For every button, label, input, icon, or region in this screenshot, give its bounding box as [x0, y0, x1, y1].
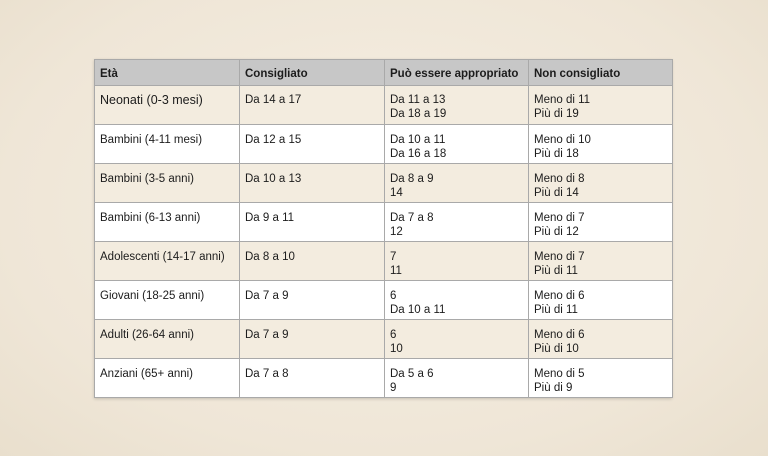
- may-be-appropriate-cell: [385, 320, 529, 359]
- not-recommended-value: Più di 9: [534, 382, 573, 394]
- may-be-appropriate-value: Da 5 a 6: [390, 368, 434, 380]
- not-recommended-value: Più di 19: [534, 108, 579, 120]
- not-recommended-cell: [529, 125, 673, 164]
- may-be-appropriate-value: 9: [390, 382, 397, 394]
- may-be-appropriate-value: Da 7 a 8: [390, 212, 434, 224]
- sleep-hours-table-container: [94, 59, 672, 398]
- table-row: [95, 164, 673, 203]
- not-recommended-value: Meno di 7: [534, 212, 585, 224]
- recommended-cell: [240, 281, 385, 320]
- not-recommended-value: Più di 11: [534, 265, 578, 277]
- age-label: Giovani (18-25 anni): [100, 290, 205, 302]
- may-be-appropriate-value: 6: [390, 290, 397, 302]
- recommended-value: Da 10 a 13: [245, 173, 302, 185]
- may-be-appropriate-value: 6: [390, 329, 397, 341]
- may-be-appropriate-value: Da 18 a 19: [390, 108, 447, 120]
- not-recommended-value: Meno di 11: [534, 94, 591, 106]
- age-label: Bambini (6-13 anni): [100, 212, 201, 224]
- recommended-cell: [240, 203, 385, 242]
- recommended-value: Da 14 a 17: [245, 94, 302, 106]
- not-recommended-cell: [529, 203, 673, 242]
- age-cell: [95, 242, 240, 281]
- not-recommended-value: Meno di 6: [534, 329, 585, 341]
- not-recommended-cell: [529, 164, 673, 203]
- table-row: [95, 281, 673, 320]
- not-recommended-value: Meno di 6: [534, 290, 585, 302]
- sleep-hours-table: [94, 59, 673, 398]
- not-recommended-cell: [529, 359, 673, 398]
- not-recommended-cell: [529, 242, 673, 281]
- age-label: Adolescenti (14-17 anni): [100, 251, 225, 263]
- age-label: Bambini (4-11 mesi): [100, 134, 203, 146]
- may-be-appropriate-value: 10: [390, 343, 403, 355]
- recommended-cell: [240, 86, 385, 125]
- not-recommended-value: Meno di 8: [534, 173, 585, 185]
- table-body: [95, 86, 673, 398]
- recommended-value: Da 12 a 15: [245, 134, 302, 146]
- header-row: [95, 60, 673, 86]
- may-be-appropriate-value: 12: [390, 226, 403, 238]
- age-cell: [95, 359, 240, 398]
- recommended-cell: [240, 359, 385, 398]
- age-cell: [95, 320, 240, 359]
- age-cell: [95, 164, 240, 203]
- table-header: [95, 60, 673, 86]
- recommended-cell: [240, 125, 385, 164]
- not-recommended-value: Più di 11: [534, 304, 578, 316]
- age-cell: [95, 203, 240, 242]
- recommended-value: Da 9 a 11: [245, 212, 295, 224]
- may-be-appropriate-value: 14: [390, 187, 403, 199]
- age-cell: [95, 125, 240, 164]
- age-label: Bambini (3-5 anni): [100, 173, 194, 185]
- not-recommended-value: Più di 14: [534, 187, 579, 199]
- recommended-value: Da 7 a 9: [245, 290, 289, 302]
- not-recommended-value: Più di 18: [534, 148, 579, 160]
- recommended-cell: [240, 242, 385, 281]
- may-be-appropriate-cell: [385, 281, 529, 320]
- may-be-appropriate-cell: [385, 359, 529, 398]
- recommended-value: Da 7 a 8: [245, 368, 289, 380]
- may-be-appropriate-value: 7: [390, 251, 397, 263]
- recommended-value: Da 8 a 10: [245, 251, 295, 263]
- recommended-value: Da 7 a 9: [245, 329, 289, 341]
- age-label: Neonati (0-3 mesi): [100, 93, 203, 107]
- not-recommended-value: Meno di 5: [534, 368, 585, 380]
- may-be-appropriate-cell: [385, 86, 529, 125]
- header-age: Età: [95, 60, 240, 86]
- table-row: [95, 359, 673, 398]
- table-row: [95, 86, 673, 125]
- table-row: [95, 242, 673, 281]
- table-row: [95, 125, 673, 164]
- age-cell: [95, 281, 240, 320]
- may-be-appropriate-cell: [385, 242, 529, 281]
- age-label: Anziani (65+ anni): [100, 368, 194, 380]
- age-label: Adulti (26-64 anni): [100, 329, 194, 341]
- header-not-recommended: Non consigliato: [529, 60, 673, 86]
- may-be-appropriate-value: Da 10 a 11: [390, 134, 446, 146]
- recommended-cell: [240, 164, 385, 203]
- header-recommended: Consigliato: [240, 60, 385, 86]
- may-be-appropriate-value: 11: [390, 265, 402, 277]
- age-cell: [95, 86, 240, 125]
- not-recommended-cell: [529, 86, 673, 125]
- not-recommended-cell: [529, 281, 673, 320]
- recommended-cell: [240, 320, 385, 359]
- table-row: [95, 320, 673, 359]
- may-be-appropriate-value: Da 11 a 13: [390, 94, 446, 106]
- not-recommended-value: Più di 10: [534, 343, 579, 355]
- not-recommended-cell: [529, 320, 673, 359]
- may-be-appropriate-value: Da 16 a 18: [390, 148, 447, 160]
- header-may-be-appropriate: Può essere appropriato: [385, 60, 529, 86]
- may-be-appropriate-cell: [385, 203, 529, 242]
- not-recommended-value: Meno di 10: [534, 134, 591, 146]
- not-recommended-value: Più di 12: [534, 226, 579, 238]
- may-be-appropriate-value: Da 10 a 11: [390, 304, 446, 316]
- table-row: [95, 203, 673, 242]
- not-recommended-value: Meno di 7: [534, 251, 585, 263]
- may-be-appropriate-cell: [385, 164, 529, 203]
- may-be-appropriate-cell: [385, 125, 529, 164]
- may-be-appropriate-value: Da 8 a 9: [390, 173, 434, 185]
